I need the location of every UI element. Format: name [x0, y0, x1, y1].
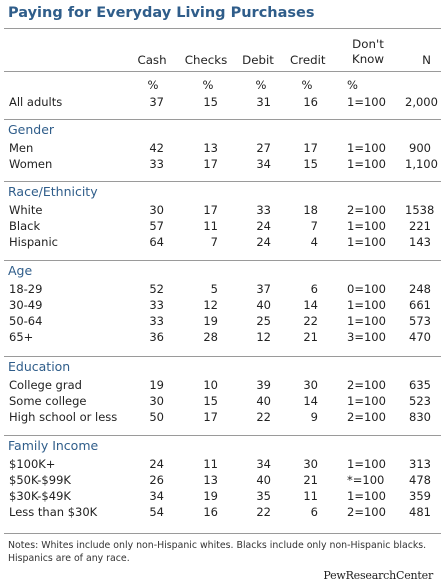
cell-checks: 19 [203, 489, 218, 503]
cell-n: 1,100 [405, 157, 438, 171]
cell-debit: 40 [256, 394, 271, 408]
table-row [0, 94, 445, 110]
header-cash: Cash [137, 53, 167, 67]
cell-dont-know: 0=100 [347, 282, 386, 296]
cell-dont-know: 1=100 [347, 95, 386, 109]
table-row [0, 202, 445, 218]
cell-cash: 33 [149, 298, 164, 312]
notes-rule [4, 533, 441, 534]
cell-cash: 64 [149, 235, 164, 249]
cell-dont-know: 2=100 [347, 378, 386, 392]
table-row [0, 281, 445, 297]
row-label: Black [9, 219, 41, 233]
cell-cash: 30 [149, 394, 164, 408]
header-rule [4, 71, 441, 72]
row-label: $30K-$49K [9, 489, 71, 503]
cell-n: 313 [409, 457, 431, 471]
section-heading: Race/Ethnicity [8, 184, 98, 199]
cell-dont-know: 2=100 [347, 203, 386, 217]
cell-cash: 42 [149, 141, 164, 155]
table-row [0, 140, 445, 156]
cell-cash: 26 [149, 473, 164, 487]
cell-debit: 12 [256, 330, 271, 344]
table-row [0, 393, 445, 409]
table-row [0, 218, 445, 234]
table-row [0, 472, 445, 488]
cell-debit: 39 [256, 378, 271, 392]
cell-credit: 30 [303, 457, 318, 471]
header-n: N [422, 53, 431, 67]
cell-checks: 15 [203, 394, 218, 408]
cell-cash: 24 [149, 457, 164, 471]
cell-n: 481 [409, 505, 431, 519]
cell-n: 900 [409, 141, 431, 155]
cell-debit: 34 [256, 457, 271, 471]
cell-checks: 13 [203, 141, 218, 155]
row-label: Men [9, 141, 34, 155]
cell-debit: 24 [256, 219, 271, 233]
cell-dont-know: 1=100 [347, 235, 386, 249]
row-label: Hispanic [9, 235, 58, 249]
section-rule [4, 119, 441, 120]
cell-credit: 17 [303, 141, 318, 155]
cell-dont-know: *=100 [347, 473, 385, 487]
cell-credit: 6 [310, 505, 318, 519]
cell-credit: 21 [303, 473, 318, 487]
cell-dont-know: 1=100 [347, 457, 386, 471]
cell-debit: 25 [256, 314, 271, 328]
cell-debit: 22 [256, 410, 271, 424]
row-label: Some college [9, 394, 87, 408]
row-label: White [9, 203, 43, 217]
table-row [0, 409, 445, 425]
row-label: High school or less [9, 410, 118, 424]
cell-dont-know: 2=100 [347, 410, 386, 424]
cell-checks: 11 [203, 219, 218, 233]
cell-cash: 57 [149, 219, 164, 233]
row-label: 50-64 [9, 314, 43, 328]
table-row [0, 488, 445, 504]
row-label: 65+ [9, 330, 34, 344]
table-row [0, 377, 445, 393]
cell-debit: 35 [256, 489, 271, 503]
cell-n: 248 [409, 282, 431, 296]
cell-debit: 33 [256, 203, 271, 217]
cell-debit: 27 [256, 141, 271, 155]
cell-credit: 4 [310, 235, 318, 249]
cell-n: 661 [409, 298, 431, 312]
page-title: Paying for Everyday Living Purchases [8, 5, 315, 21]
header-checks: Checks [184, 53, 228, 67]
cell-n: 1538 [405, 203, 435, 217]
row-label: $50K-$99K [9, 473, 71, 487]
row-label: Less than $30K [9, 505, 98, 519]
cell-n: 143 [409, 235, 431, 249]
table-row [0, 504, 445, 520]
cell-dont-know: 1=100 [347, 157, 386, 171]
row-label: All adults [9, 95, 63, 109]
table-row [0, 329, 445, 345]
cell-debit: 22 [256, 505, 271, 519]
cell-dont-know: 1=100 [347, 141, 386, 155]
section-heading: Education [8, 359, 71, 374]
cell-credit: 16 [303, 95, 318, 109]
cell-cash: 34 [149, 489, 164, 503]
cell-dont-know: 1=100 [347, 298, 386, 312]
notes-text: Notes: Whites include only non-Hispanic whites. Blacks include only non-Hispanic blacks. Hispanics are of any race. [8, 540, 427, 564]
header-dont-know-line1: Don't [352, 37, 384, 51]
table-row [0, 156, 445, 172]
cell-checks: 19 [203, 314, 218, 328]
cell-checks: 17 [203, 157, 218, 171]
row-label: $100K+ [9, 457, 56, 471]
cell-dont-know: 2=100 [347, 505, 386, 519]
cell-checks: 5 [210, 282, 218, 296]
section-rule [4, 356, 441, 357]
cell-credit: 14 [303, 298, 318, 312]
section-rule [4, 260, 441, 261]
section-rule [4, 435, 441, 436]
cell-debit: 37 [256, 282, 271, 296]
table-row [0, 234, 445, 250]
cell-n: 2,000 [405, 95, 438, 109]
cell-n: 635 [409, 378, 431, 392]
cell-credit: 15 [303, 157, 318, 171]
cell-credit: 6 [310, 282, 318, 296]
cell-dont-know: 1=100 [347, 219, 386, 233]
cell-dont-know: 1=100 [347, 489, 386, 503]
cell-cash: 33 [149, 314, 164, 328]
cell-checks: 11 [203, 457, 218, 471]
header-dont-know-line2: Know [351, 52, 385, 66]
cell-credit: 18 [303, 203, 318, 217]
cell-debit: 24 [256, 235, 271, 249]
cell-cash: 50 [149, 410, 164, 424]
cell-cash: 19 [149, 378, 164, 392]
cell-n: 523 [409, 394, 431, 408]
cell-debit: 40 [256, 473, 271, 487]
cell-dont-know: 1=100 [347, 394, 386, 408]
cell-n: 359 [409, 489, 431, 503]
cell-credit: 30 [303, 378, 318, 392]
cell-debit: 31 [256, 95, 271, 109]
cell-credit: 7 [310, 219, 318, 233]
table-row [0, 456, 445, 472]
cell-debit: 40 [256, 298, 271, 312]
unit-debit: % [255, 78, 267, 92]
cell-cash: 52 [149, 282, 164, 296]
unit-dont-know: % [347, 78, 358, 92]
table-row [0, 313, 445, 329]
section-heading: Gender [8, 122, 55, 137]
column-headers [0, 37, 445, 68]
cell-checks: 17 [203, 410, 218, 424]
cell-n: 221 [409, 219, 431, 233]
unit-cash: % [147, 78, 159, 92]
header-debit: Debit [242, 53, 274, 67]
row-label: 30-49 [9, 298, 43, 312]
cell-cash: 36 [149, 330, 164, 344]
header-credit: Credit [290, 53, 326, 67]
pew-research-center-logo: PewResearchCenter [323, 569, 433, 582]
cell-credit: 14 [303, 394, 318, 408]
title-rule [4, 28, 441, 29]
section-rule [4, 181, 441, 182]
cell-checks: 7 [210, 235, 218, 249]
cell-n: 573 [409, 314, 431, 328]
cell-credit: 21 [303, 330, 318, 344]
cell-checks: 15 [203, 95, 218, 109]
cell-checks: 10 [203, 378, 218, 392]
cell-dont-know: 3=100 [347, 330, 386, 344]
cell-credit: 9 [310, 410, 318, 424]
section-heading: Age [8, 263, 33, 278]
cell-n: 470 [409, 330, 431, 344]
row-label: Women [9, 157, 53, 171]
cell-credit: 22 [303, 314, 318, 328]
cell-cash: 30 [149, 203, 164, 217]
cell-credit: 11 [303, 489, 318, 503]
unit-credit: % [301, 78, 313, 92]
row-label: 18-29 [9, 282, 43, 296]
unit-checks: % [202, 78, 214, 92]
cell-checks: 28 [203, 330, 218, 344]
cell-n: 478 [409, 473, 431, 487]
units-row [0, 77, 445, 93]
cell-checks: 13 [203, 473, 218, 487]
cell-cash: 54 [149, 505, 164, 519]
cell-n: 830 [409, 410, 431, 424]
cell-checks: 12 [203, 298, 218, 312]
section-heading: Family Income [8, 438, 99, 453]
table-row [0, 297, 445, 313]
cell-checks: 16 [203, 505, 218, 519]
row-label: College grad [9, 378, 82, 392]
cell-cash: 33 [149, 157, 164, 171]
cell-cash: 37 [149, 95, 164, 109]
cell-dont-know: 1=100 [347, 314, 386, 328]
cell-debit: 34 [256, 157, 271, 171]
cell-checks: 17 [203, 203, 218, 217]
